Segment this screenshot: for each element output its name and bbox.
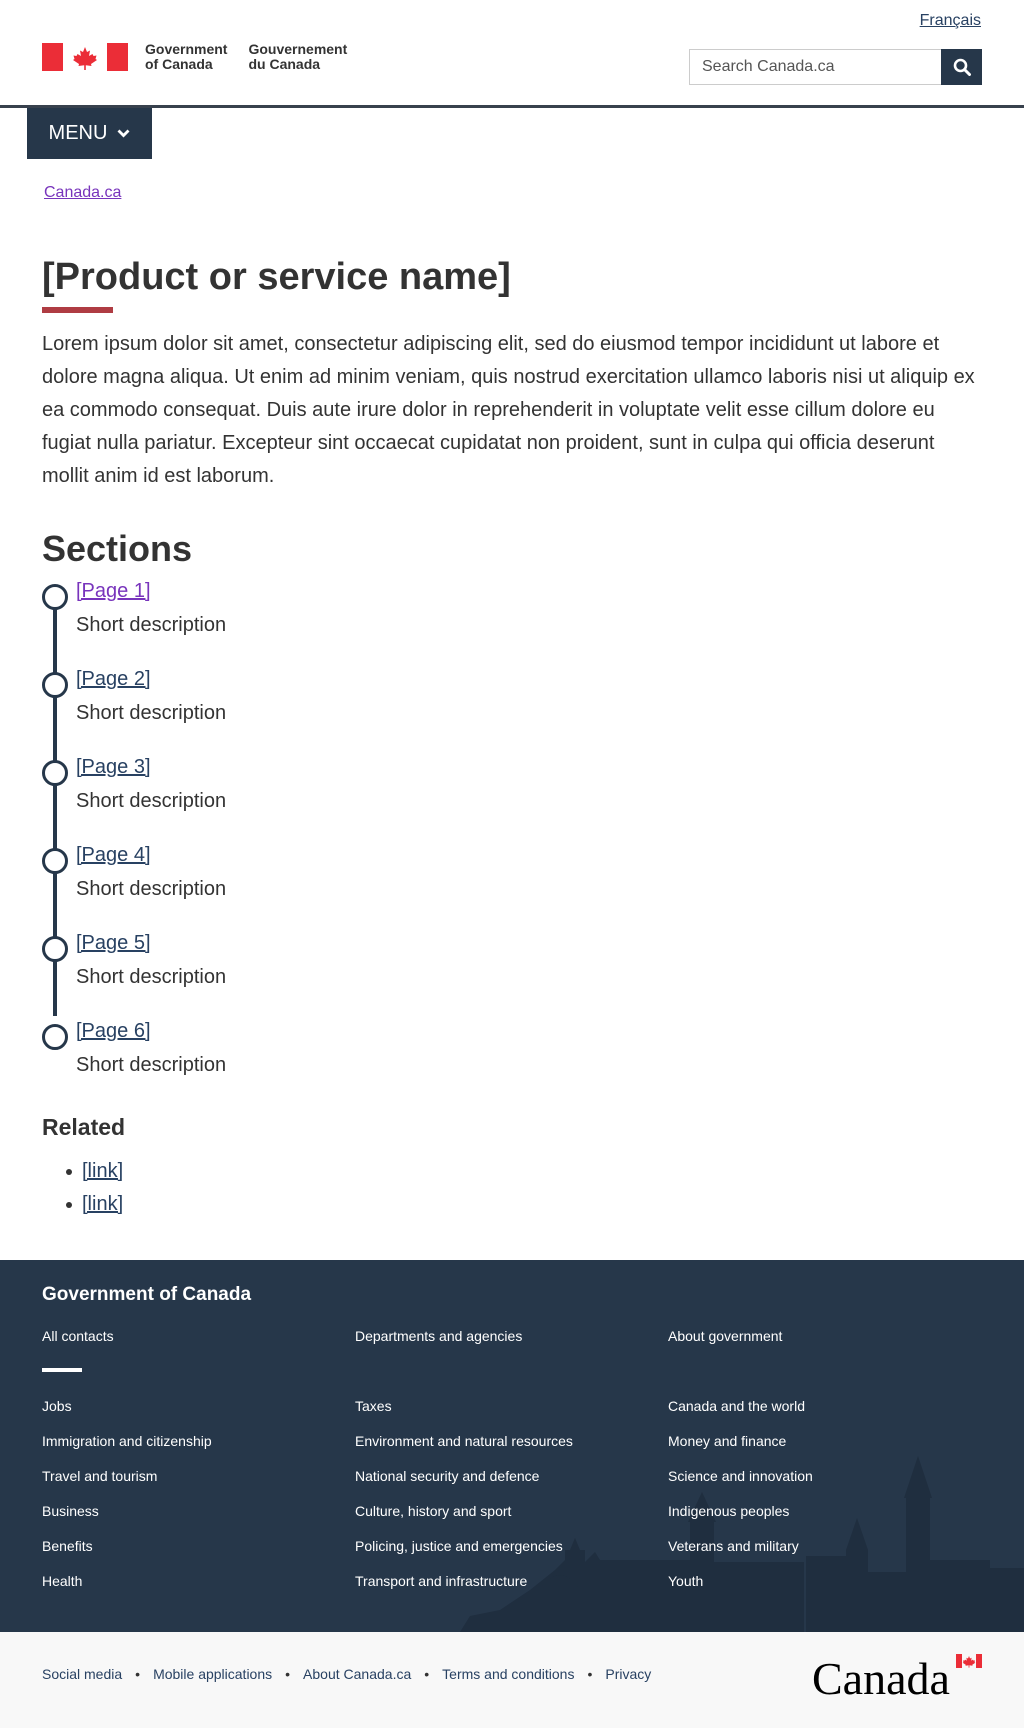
search-icon [953, 58, 971, 76]
footer-link-all-contacts[interactable]: All contacts [42, 1328, 114, 1344]
footer-link-about-government[interactable]: About government [668, 1328, 783, 1344]
language-toggle-link[interactable]: Français [919, 12, 981, 29]
menu-button[interactable] [27, 108, 152, 159]
footer-theme-link[interactable]: Travel and tourism [42, 1468, 158, 1484]
footer-theme-link[interactable]: Jobs [42, 1398, 72, 1414]
separator-dot: • [285, 1666, 291, 1682]
section-description: Short description [76, 702, 227, 724]
footer-link-departments[interactable]: Departments and agencies [355, 1328, 523, 1344]
section-description: Short description [76, 614, 227, 636]
step-marker [42, 1024, 68, 1050]
signature-english [145, 42, 227, 72]
footer-link-social-media[interactable]: Social media [42, 1666, 123, 1682]
section-step-1 [42, 580, 542, 660]
footer-link-privacy[interactable]: Privacy [605, 1666, 652, 1682]
footer-theme-link[interactable]: Taxes [355, 1398, 392, 1414]
footer-theme-link[interactable]: Veterans and military [668, 1538, 799, 1554]
canada-wordmark [812, 1654, 982, 1700]
related-link[interactable]: [link] [82, 1160, 124, 1182]
footer-theme-link[interactable]: Business [42, 1503, 99, 1519]
related-link[interactable]: [link] [82, 1193, 124, 1215]
step-marker [42, 760, 68, 786]
canada-flag-icon [42, 43, 128, 71]
section-description: Short description [76, 878, 227, 900]
related-links-list [42, 1155, 123, 1221]
section-step-6 [42, 1020, 542, 1100]
footer-link-mobile-applications[interactable]: Mobile applications [153, 1666, 273, 1682]
title-underline [42, 307, 113, 313]
signature-fr-line2: du Canada [248, 56, 321, 72]
section-step-5 [42, 932, 542, 1012]
section-link-page-1[interactable]: [Page 1] [76, 580, 151, 602]
footer-theme-link[interactable]: Money and finance [668, 1433, 787, 1449]
section-link-page-6[interactable]: [Page 6] [76, 1020, 151, 1042]
footer-link-terms[interactable]: Terms and conditions [442, 1666, 575, 1682]
step-marker [42, 848, 68, 874]
breadcrumb-canada-link[interactable]: Canada.ca [44, 184, 122, 201]
section-link-page-5[interactable]: [Page 5] [76, 932, 151, 954]
footer-separator [42, 1368, 82, 1372]
step-marker [42, 584, 68, 610]
footer-link-about-canada[interactable]: About Canada.ca [303, 1666, 412, 1682]
section-link-page-2[interactable]: [Page 2] [76, 668, 151, 690]
footer-theme-link[interactable]: National security and defence [355, 1468, 540, 1484]
government-signature[interactable] [42, 42, 347, 72]
signature-french [248, 42, 347, 72]
footer-theme-link[interactable]: Indigenous peoples [668, 1503, 790, 1519]
footer-theme-link[interactable]: Transport and infrastructure [355, 1573, 528, 1589]
section-description: Short description [76, 790, 227, 812]
header-divider [0, 105, 1024, 108]
footer-title: Government of Canada [42, 1284, 252, 1305]
wordmark-flag-icon [956, 1654, 982, 1668]
signature-en-line2: of Canada [145, 56, 213, 72]
signature-en-line1: Government [145, 41, 228, 57]
step-marker [42, 672, 68, 698]
section-step-2 [42, 668, 542, 748]
section-link-page-4[interactable]: [Page 4] [76, 844, 151, 866]
separator-dot: • [135, 1666, 141, 1682]
menu-label: MENU [48, 122, 108, 144]
separator-dot: • [587, 1666, 593, 1682]
list-item [42, 1155, 123, 1188]
section-description: Short description [76, 1054, 227, 1076]
footer-main [0, 1260, 1024, 1632]
footer-theme-link[interactable]: Youth [668, 1573, 704, 1589]
section-description: Short description [76, 966, 227, 988]
wordmark-text: Canada [812, 1654, 950, 1700]
footer-theme-link[interactable]: Health [42, 1573, 83, 1589]
footer-theme-link[interactable]: Benefits [42, 1538, 93, 1554]
chevron-down-icon [117, 129, 130, 138]
section-step-3 [42, 756, 542, 836]
footer-theme-link[interactable]: Environment and natural resources [355, 1433, 573, 1449]
intro-paragraph: Lorem ipsum dolor sit amet, consectetur adipiscing elit, sed do eiusmod tempor incididunt ut labore et dolore magna aliqua. Ut enim ad minim veniam, quis nostrud exercitation ullamco laboris nisi ut aliquip ex ea commodo consequat. Duis aute irure dolor in reprehenderit in voluptate velit esse cillum dolore eu fugiat nulla pariatur. Excepteur sint occaecat cupidatat non proident, sunt in culpa qui officia deserunt mollit anim id est laborum. [42, 333, 975, 487]
sections-heading: Sections [42, 528, 193, 569]
footer-theme-link[interactable]: Culture, history and sport [355, 1503, 512, 1519]
section-step-4 [42, 844, 542, 924]
footer-bottom [0, 1632, 1024, 1728]
footer-theme-link[interactable]: Policing, justice and emergencies [355, 1538, 563, 1554]
related-heading: Related [42, 1114, 126, 1140]
search-form [689, 49, 982, 85]
page-title: [Product or service name] [42, 256, 511, 298]
footer-theme-link[interactable]: Science and innovation [668, 1468, 813, 1484]
footer-sub-links [42, 1666, 651, 1682]
footer-theme-link[interactable]: Canada and the world [668, 1398, 805, 1414]
list-item [42, 1188, 123, 1221]
step-marker [42, 936, 68, 962]
search-button[interactable] [941, 49, 982, 85]
search-input[interactable] [689, 49, 941, 85]
footer-theme-link[interactable]: Immigration and citizenship [42, 1433, 212, 1449]
separator-dot: • [424, 1666, 430, 1682]
section-link-page-3[interactable]: [Page 3] [76, 756, 151, 778]
signature-fr-line1: Gouvernement [248, 41, 348, 57]
